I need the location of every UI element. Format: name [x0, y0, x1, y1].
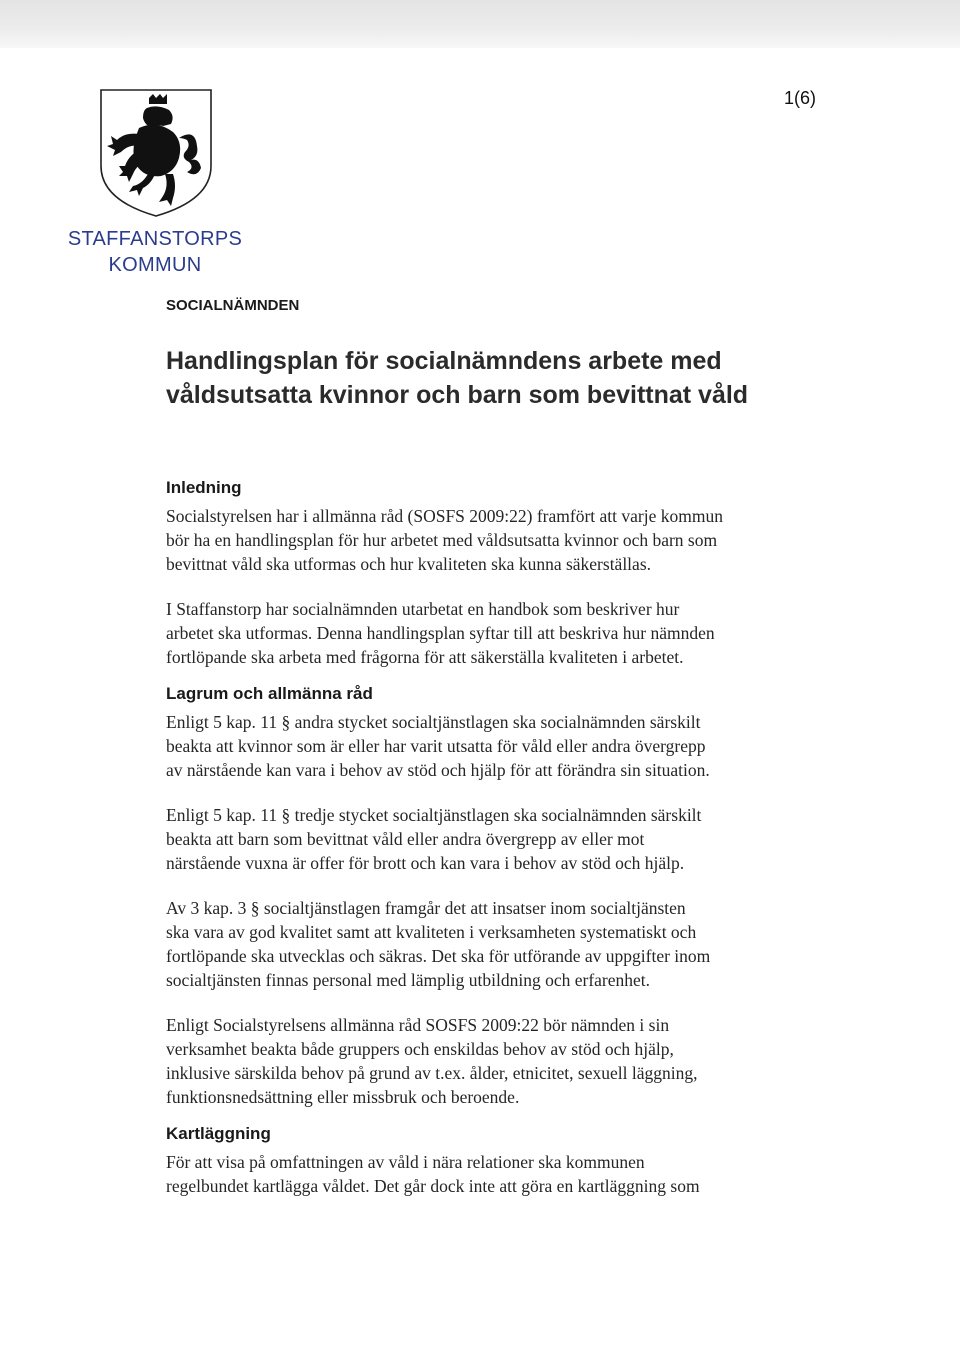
title-line-2: våldsutsatta kvinnor och barn som bevittnat våld: [166, 381, 749, 409]
paragraph: [166, 1150, 856, 1198]
text-line: verksamhet beakta både gruppers och enskildas behov av stöd och hjälp,: [166, 1039, 674, 1059]
paragraph: [166, 1013, 856, 1109]
text-line: regelbundet kartlägga våldet. Det går dock inte att göra en kartläggning som: [166, 1176, 700, 1196]
title-line-1: Handlingsplan för socialnämndens arbete med: [166, 347, 722, 375]
paragraph: [166, 710, 856, 782]
paragraph: [166, 896, 856, 992]
text-line: Enligt 5 kap. 11 § tredje stycket socialtjänstlagen ska socialnämnden särskilt: [166, 805, 702, 825]
text-line: I Staffanstorp har socialnämnden utarbetat en handbok som beskriver hur: [166, 599, 680, 619]
text-line: beakta att kvinnor som är eller har varit utsatta för våld eller andra övergrepp: [166, 736, 706, 756]
brand-line-2: KOMMUN: [108, 254, 202, 276]
text-line: närstående vuxna är offer för brott och kan vara i behov av stöd och hjälp.: [166, 853, 685, 873]
text-line: beakta att barn som bevittnat våld eller andra övergrepp av eller mot: [166, 829, 645, 849]
municipality-logo-text: [64, 226, 246, 278]
text-line: fortlöpande ska utvecklas och säkras. Det ska för utförande av uppgifter inom: [166, 946, 711, 966]
document-title: [166, 344, 866, 412]
text-line: inklusive särskilda behov på grund av t.ex. ålder, etnicitet, sexuell läggning,: [166, 1063, 698, 1083]
text-line: bör ha en handlingsplan för hur arbetet med våldsutsatta kvinnor och barn som: [166, 530, 718, 550]
lion-crest-icon: [99, 88, 213, 218]
text-line: Av 3 kap. 3 § socialtjänstlagen framgår det att insatser inom socialtjänsten: [166, 898, 686, 918]
text-line: bevittnat våld ska utformas och hur kvaliteten ska kunna säkerställas.: [166, 554, 652, 574]
heading-lagrum: Lagrum och allmänna råd: [166, 684, 373, 703]
text-line: fortlöpande ska arbeta med frågorna för att säkerställa kvaliteten i arbetet.: [166, 647, 684, 667]
scan-border: [0, 0, 960, 48]
text-line: Enligt 5 kap. 11 § andra stycket socialtjänstlagen ska socialnämnden särskilt: [166, 712, 701, 732]
text-line: socialtjänsten finnas personal med lämplig utbildning och erfarenhet.: [166, 970, 651, 990]
text-line: Socialstyrelsen har i allmänna råd (SOSFS 2009:22) framfört att varje kommun: [166, 506, 723, 526]
paragraph: [166, 504, 856, 576]
brand-line-1: STAFFANSTORPS: [67, 228, 243, 250]
paragraph: [166, 803, 856, 875]
document-body: [166, 476, 856, 1198]
text-line: ska vara av god kvalitet samt att kvaliteten i verksamheten systematiskt och: [166, 922, 697, 942]
paragraph: [166, 597, 856, 669]
text-line: funktionsnedsättning eller missbruk och beroende.: [166, 1087, 520, 1107]
text-line: av närstående kan vara i behov av stöd och hjälp för att förändra sin situation.: [166, 760, 710, 780]
text-line: För att visa på omfattningen av våld i nära relationer ska kommunen: [166, 1152, 645, 1172]
heading-kartlaggning: Kartläggning: [166, 1124, 271, 1143]
department-name: SOCIALNÄMNDEN: [166, 297, 300, 314]
page-number: 1(6): [784, 88, 817, 108]
text-line: arbetet ska utformas. Denna handlingsplan syftar till att beskriva hur nämnden: [166, 623, 715, 643]
text-line: Enligt Socialstyrelsens allmänna råd SOSFS 2009:22 bör nämnden i sin: [166, 1015, 670, 1035]
heading-inledning: Inledning: [166, 478, 242, 497]
